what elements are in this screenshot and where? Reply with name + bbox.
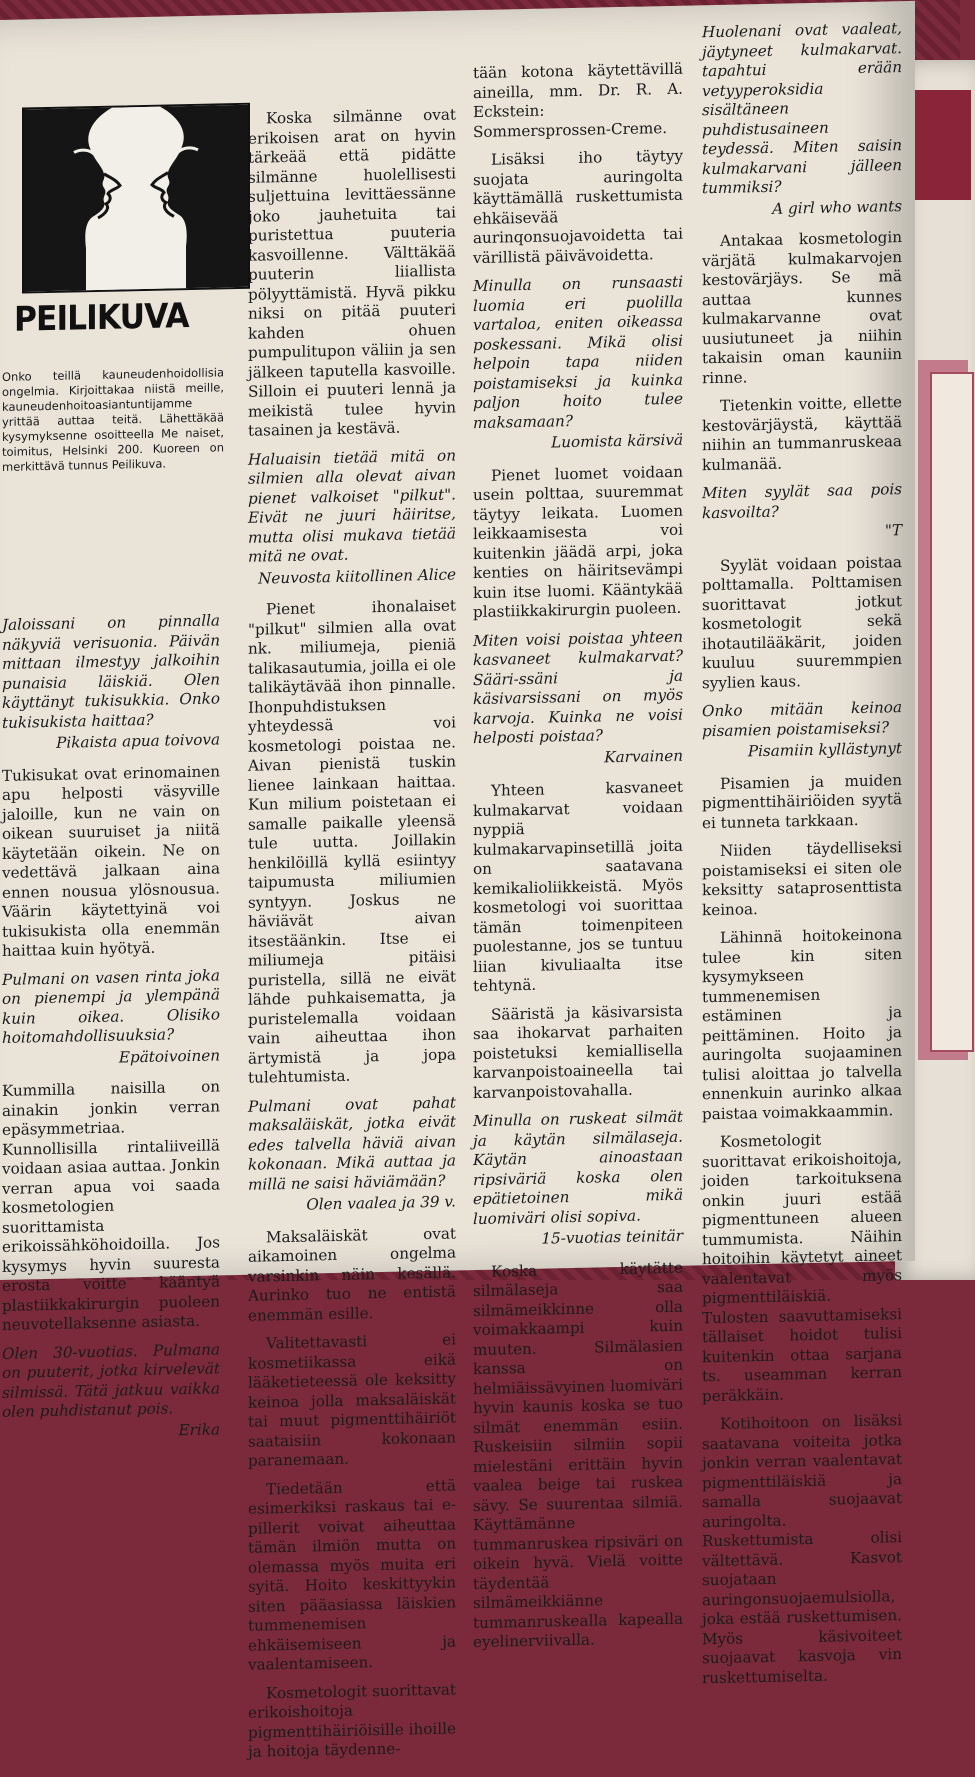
answer: Koska silmänne ovat erikoisen arat on hyvin tärkeää että pidätte silmänne huolellisesti suljettuina levittäessänne joko jauhetuita tai puristettua puuteria kasvoillenne. Välttäkää puuterin liiallista pölyyttämistä. Hyvä pikku niksi on pitää puuteri kahden ohuen pumpulitupon väliin ja sen jälkeen taputella kasvoille. Silloin ei puuteri lennä ja meikistä tulee hyvin tasainen ja kestävä.	[248, 105, 456, 440]
signature: Pikaista apua toivova	[56, 730, 220, 752]
answer: Syylät voidaan poistaa polttamalla. Polttamisen suorittavat jotkut kosmetologit sekä ihotautilääkärit, joiden kuuluu suuremmpien syylien kaus.	[702, 552, 902, 692]
answer: Antakaa kosmetologin värjätä kulmakarvojen kestovärjäys. Se mä auttaa kunnes kulmakarvanne ovat uusiutuneet ja niihin takaisin oman kauniin rinne.	[702, 228, 902, 387]
question: Olen 30-vuotias. Pulmana on puuterit, jotka kirvelevät silmissä. Tätä jatkuu vaikka olen puhdistanut pois.	[2, 1339, 220, 1421]
signature: "T	[884, 521, 902, 540]
answer: tään kotona käytettävillä aineilla, mm. Dr. R. A. Eckstein: Sommersprossen-Creme.	[473, 59, 683, 141]
signature: Luomista kärsivä	[551, 430, 683, 452]
signature: Pisamiin kyllästynyt	[747, 739, 902, 761]
question: Minulla on runsaasti luomia eri puolilla vartaloa, eniten oikeassa poskessani. Mikä olisi helpoin tapa niiden poistamiseksi ja kuinka paljon hoito tulee maksamaan?	[473, 272, 683, 432]
answer: Valitettavasti ei kosmetiikassa eikä lääketieteessä ole keksitty keinoa jolla maksaläiskät tai muut pigmenttihäiriöt saataisiin kokonaan paranemaan.	[248, 1330, 456, 1470]
question: Jaloissani on pinnalla näkyviä verisuonia. Päivän mittaan ilmestyy jalkoihin punaisia läiskiä. Olen käyttänyt tukisukkia. Onko tukisukista haittaa?	[2, 611, 220, 732]
answer: Pisamien ja muiden pigmenttihäiriöiden syytä ei tunneta tarkkaan.	[702, 770, 902, 832]
question: Pulmani ovat pahat maksaläiskät, jotka eivät edes talvella häviä aivan kokonaan. Mikä auttaa ja millä ne saisi häviämään?	[248, 1092, 456, 1194]
mirror-faces-icon	[24, 105, 248, 292]
answer: Niiden täydelliseksi poistamiseksi ei siten ole keksitty sataprosenttista keinoa.	[702, 838, 902, 919]
column-4	[702, 19, 902, 1687]
column-3	[473, 60, 683, 1662]
question: Huolenani ovat vaaleat, jäytyneet kulmakarvat. tapahtui erään vetyyperoksidia sisältäneen puhdistusaineen teydessä. Miten saisin kulmakarvani jälleen tummiksi?	[702, 19, 902, 198]
answer: Yhteen kasvaneet kulmakarvat voidaan nyppiä kulmakarvapinsetillä joita on saatavana kemikalioliikkeistä. Myös kosmetologi voi suorittaa tämän toimenpiteen puolestanne, jos se tuntuu liian kivuliaalta itse tehtynä.	[473, 777, 683, 996]
answer: Kosmetologit suorittavat erikoishoitoja pigmenttihäiriöisille ihoille ja hoitoja täydenne-	[248, 1679, 456, 1761]
question: Minulla on ruskeat silmät ja käytän silmälaseja. Käytän ainoastaan ripsiväriä koska olen epätietoinen mikä luomiväri olisi sopiva.	[473, 1107, 683, 1228]
answer: Tiedetään että esimerkiksi raskaus tai e-pillerit voivat aiheuttaa tämän ilmiön mutta on olemassa myös muita eri syitä. Hoito keskittyykin siten pääasiassa läiskien tummenemisen ehkäisemiseen ja vaalentamiseen.	[248, 1475, 456, 1674]
signature: Erika	[178, 1419, 220, 1439]
column-2	[248, 105, 456, 1771]
intro-box	[2, 365, 224, 484]
answer: Kosmetologit suorittavat erikoishoitoja, joiden tarkoituksena onkin juuri estää pigmenttuneen alueen tummumista. Näihin hoitoihin käytetyt aineet vaalentavat myös pigmenttiläiskiä. Tulosten saavuttamiseksi tällaiset hoidot tulisi kuitenkin ottaa sarjana ts. useamman kerran peräkkäin.	[702, 1130, 902, 1405]
answer: Tietenkin voitte, ellette kestovärjäystä, käyttää niihin an tummanruskeaa kulmanää.	[702, 393, 902, 474]
signature: Olen vaalea ja 39 v.	[306, 1192, 456, 1214]
signature: 15-vuotias teinitär	[541, 1226, 683, 1248]
answer: Sääristä ja käsivarsista saa ihokarvat parhaiten poistetuksi kemiallisella karvanpoistoaineella tai karvanpoistovahalla.	[473, 1001, 683, 1102]
answer: Lähinnä hoitokeinona tulee kin siten kysymykseen tummenemisen estäminen ja peittäminen. Hoito ja auringolta suojaaminen tulisi aloittaa jo talvella ennenkuin aurinko alkaa paistaa voimakkaammin.	[702, 925, 902, 1123]
signature: Epätoivoinen	[118, 1045, 220, 1067]
question: Pulmani on vasen rinta joka on pienempi ja ylempänä kuin oikea. Olisiko hoitomahdollisuuksia?	[2, 965, 220, 1047]
column-title: PEILIKUVA	[14, 296, 189, 340]
magazine-page	[0, 1, 915, 1761]
answer: Kummilla naisilla on ainakin jonkin verran epäsymmetriaa. Kunnollisilla rintaliiveillä voidaan asiaa auttaa. Jonkin verran apua voi saada kosmetologien suorittamista erikoissähköhoidoilla. Jos kysymys hyvin suuresta erosta voitte kääntyä plastiikkakirurgin puoleen neuvotellaksenne asiasta.	[2, 1077, 220, 1334]
column-1	[2, 611, 220, 1456]
signature: Neuvosta kiitollinen Alice	[258, 564, 456, 588]
signature: Karvainen	[604, 746, 683, 766]
question: Onko mitään keinoa pisamien poistamiseksi?	[702, 698, 902, 740]
answer: Maksaläiskät ovat aikamoinen ongelma varsinkin näin kesällä. Aurinko tuo ne entistä enemmän esille.	[248, 1223, 456, 1325]
question: Miten voisi poistaa yhteen kasvaneet kulmakarvat? Sääri-ssäni ja käsivarsissani on myös karvoja. Kuinka ne voisi helposti poistaa?	[473, 627, 683, 748]
answer: Tukisukat ovat erinomainen apu helposti väsyville jaloille, kun ne vain on oikean suuruiset ja niitä käytetään oikein. Ne on vedettävä jalkaan aina ennen nousua ylösnousua. Väärin käytettyinä voi tukisukista olla enemmän haittaa kuin hyötyä.	[2, 761, 220, 960]
answer: Pienet luomet voidaan usein polttaa, suuremmat täytyy leikata. Luomen leikkaamisesta voi kuitenkin jäädä arpi, joka kenties on häiritsevämpi kuin itse luomi. Kääntykää plastiikkakirurgin puoleen.	[473, 462, 683, 622]
signature: A girl who wants	[772, 196, 902, 218]
mirror-faces-logo	[22, 103, 250, 294]
answer: Koska käytätte silmälaseja saa silmämeikkinne olla voimakkaampi kuin muuten. Silmälasien kanssa on helmiäissävyinen luomiväri hyvin kaunis koska se tuo silmät enemmän esiin. Ruskeisiin silmiin sopii mielestäni erittäin hyvin vaalea beige tai ruskea sävy. Se suurentaa silmiä. Käyttämänne tummanruskea ripsiväri on oikein hyvä. Vielä voitte täydentää silmämeikkiänne tummanruskealla kapealla eyelinerviivalla.	[473, 1258, 683, 1652]
answer: Lisäksi iho täytyy suojata auringolta käyttämällä ruskettumista ehkäisevää aurinqonsuojavoidetta tai värillistä päivävoidetta.	[473, 146, 683, 267]
intro-text: Onko teillä kauneudenhoidollisia ongelmia. Kirjoittakaa niistä meille, kauneudenhoitoasiantuntijamme yrittää auttaa teitä. Lähettäkää kysymyksenne osoitteella Me naiset, toimitus, Helsinki 200. Kuoreen on merkittävä tunnus Peilikuva.	[2, 365, 224, 474]
answer: Kotihoitoon on lisäksi saatavana voiteita jotka jonkin verran vaalentavat pigmenttiläiskiä ja samalla suojaavat auringolta. Ruskettumista olisi vältettävä. Kasvot suojataan auringonsuojaemulsiolla, joka estää ruskettumisen. Myös käsivoiteet suojaavat kasvoja vin ruskettumiselta.	[702, 1411, 902, 1687]
question: Miten syylät saa pois kasvoilta?	[702, 480, 902, 522]
answer: Pienet ihonalaiset "pilkut" silmien alla ovat nk. miliumeja, pieniä talikasautumia, joilla ei ole talikäytävää ihon pinnalle. Ihonpuhdistuksen yhteydessä voi kosmetologi poistaa ne. Aivan pienistä tuskin lienee lainkaan haittaa. Kun milium poistetaan ei samalle paikalle yleensä tule uutta. Joillakin henkilöillä kyllä esiintyy taipumusta miliumien syntyyn. Joskus ne häviävät aivan itsestäänkin. Itse ei miliumeja pitäisi puristella, sillä ne eivät lähde puhkaisematta, ja puristelemalla voidaan vain aiheuttaa ihon ärtymistä ja jopa tulehtumista.	[248, 596, 456, 1087]
adjacent-page-box-inner	[930, 372, 974, 1052]
question: Haluaisin tietää mitä on silmien alla olevat aivan pienet valkoiset "pilkut". Eivät ne juuri häiritse, mutta olisi mukava tietää mitä ne ovat.	[248, 445, 456, 566]
